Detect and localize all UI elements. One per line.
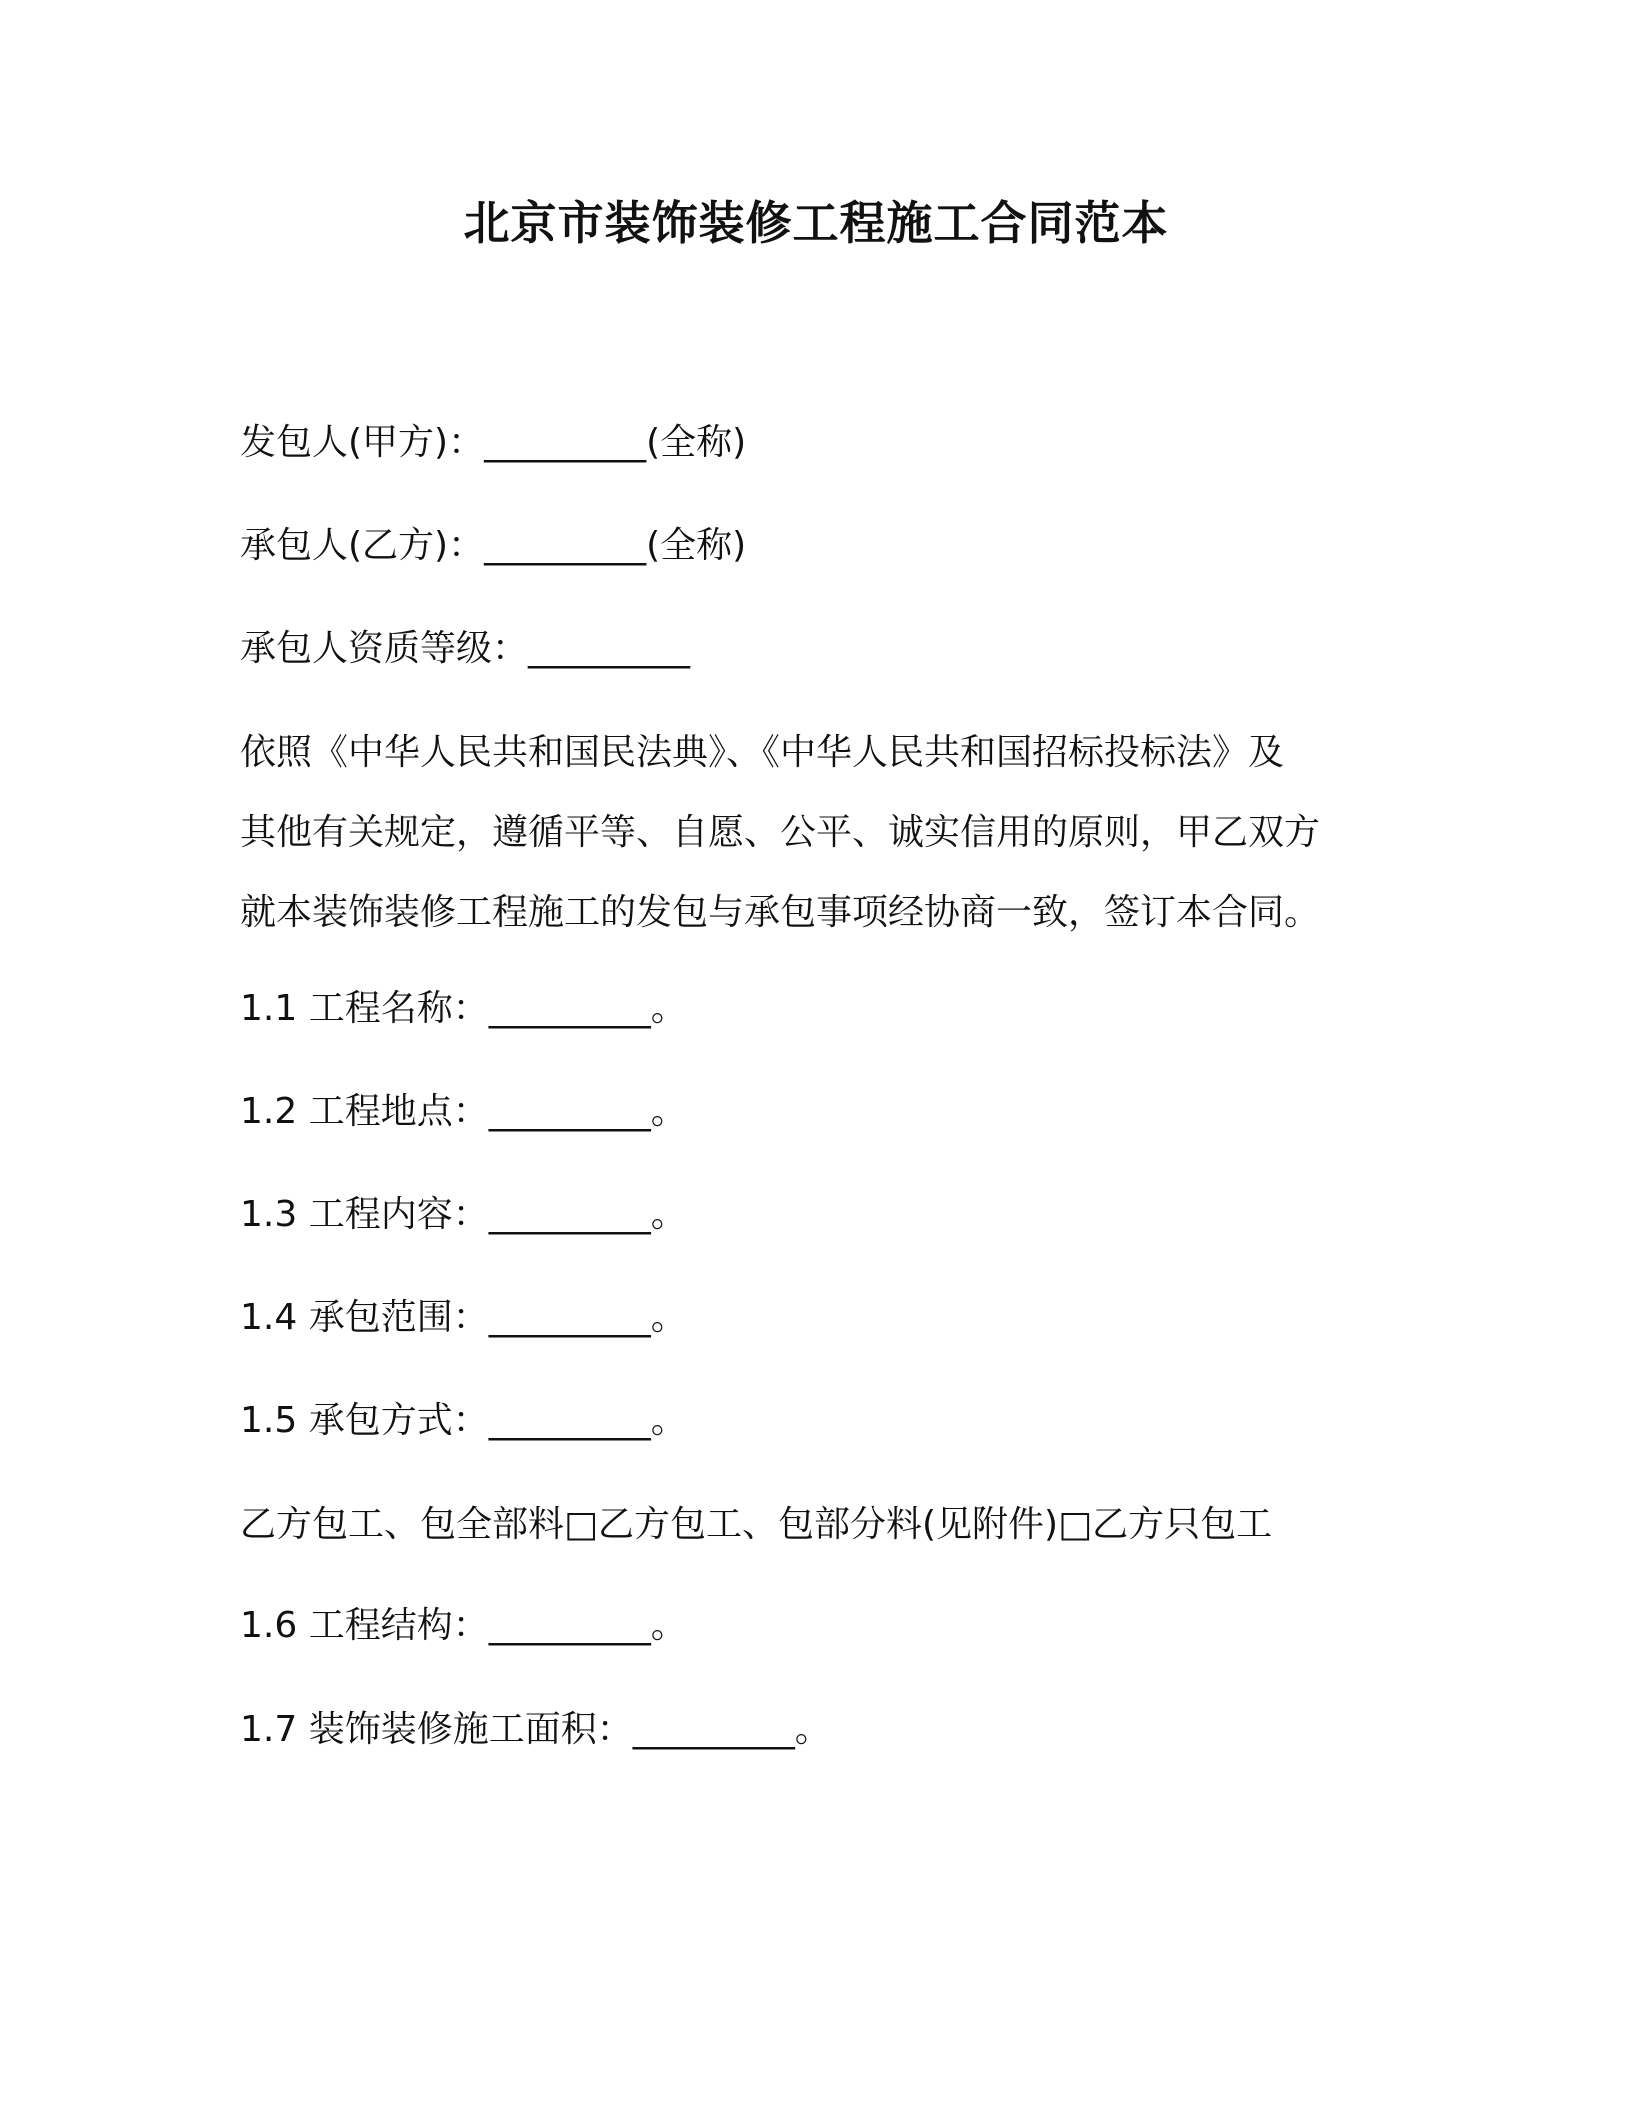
clause-contract-method: 1.5 承包方式：_________。 <box>240 1400 687 1441</box>
clause-project-name: 1.1 工程名称：_________。 <box>240 988 687 1029</box>
intro-line-2: 其他有关规定，遵循平等、自愿、公平、诚实信用的原则，甲乙双方 <box>240 812 1321 853</box>
clause-construction-area: 1.7 装饰装修施工面积：_________。 <box>240 1709 831 1750</box>
clause-contract-scope: 1.4 承包范围：_________。 <box>240 1297 687 1338</box>
clause-project-content: 1.3 工程内容：_________。 <box>240 1194 687 1235</box>
clause-project-structure: 1.6 工程结构：_________。 <box>240 1605 687 1646</box>
qualification-line: 承包人资质等级：_________ <box>240 628 691 669</box>
employer-line: 发包人(甲方)：_________(全称) <box>240 422 747 463</box>
intro-paragraph <box>240 713 1390 953</box>
document-title: 北京市装饰装修工程施工合同范本 <box>463 196 1169 250</box>
intro-line-1: 依照《中华人民共和国民法典》、《中华人民共和国招标投标法》及 <box>240 732 1285 773</box>
clause-project-location: 1.2 工程地点：_________。 <box>240 1091 687 1132</box>
contractor-line: 承包人(乙方)：_________(全称) <box>240 525 747 566</box>
intro-line-3: 就本装饰装修工程施工的发包与承包事项经协商一致，签订本合同。 <box>240 892 1321 933</box>
contract-method-options: 乙方包工、包全部料□乙方包工、包部分料(见附件)□乙方只包工 <box>240 1504 1273 1545</box>
